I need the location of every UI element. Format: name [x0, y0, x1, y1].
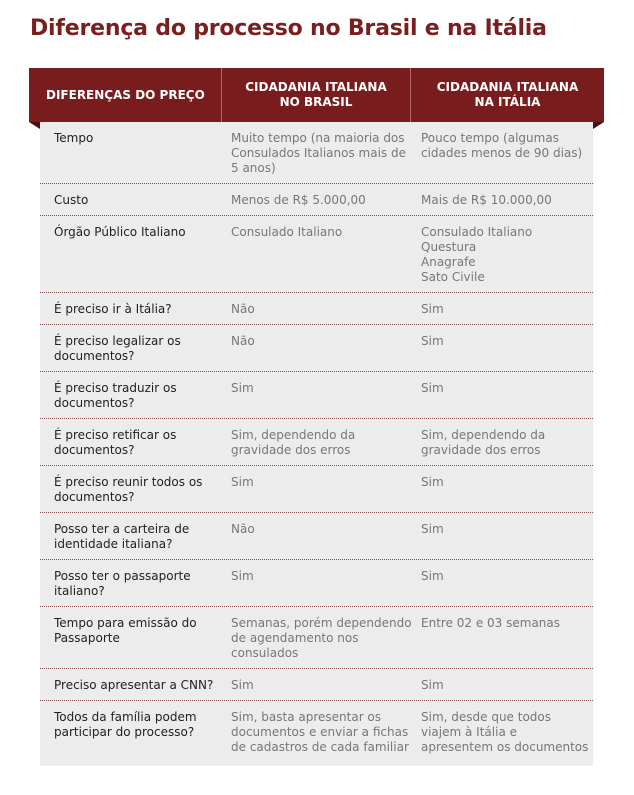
cell-brazil: Menos de R$ 5.000,00 [231, 193, 366, 207]
table-body [40, 122, 593, 766]
cell-italy: Sim [421, 381, 444, 395]
cell-brazil: Sim, dependendo da gravidade dos erros [231, 428, 356, 457]
table-row [40, 560, 593, 607]
table-row [40, 216, 593, 293]
header-cell-italy: CIDADANIA ITALIANA NA ITÁLIA [436, 80, 579, 109]
table-header [29, 68, 604, 122]
table-row [40, 122, 593, 184]
cell-brazil: Não [231, 334, 255, 348]
row-label: Posso ter a carteira de identidade italiana? [54, 522, 190, 551]
cell-brazil: Sim [231, 569, 254, 583]
row-label: É preciso legalizar os documentos? [54, 334, 181, 363]
row-label: Preciso apresentar a CNN? [54, 678, 214, 692]
cell-italy: Pouco tempo (algumas cidades menos de 90 dias) [421, 131, 583, 160]
cell-brazil: Semanas, porém dependendo de agendamento nos consulados [231, 616, 412, 660]
cell-brazil: Não [231, 302, 255, 316]
cell-brazil: Muito tempo (na maioria dos Consulados Italianos mais de 5 anos) [231, 131, 406, 175]
header-cell-brazil: CIDADANIA ITALIANA NO BRASIL [222, 68, 411, 122]
row-label: Tempo para emissão do Passaporte [54, 616, 197, 645]
table-row [40, 184, 593, 216]
page-title: Diferença do processo no Brasil e na Itália [30, 16, 547, 41]
table-row [40, 325, 593, 372]
cell-brazil: Sim [231, 678, 254, 692]
cell-italy: Sim [421, 569, 444, 583]
row-label: Órgão Público Italiano [54, 225, 186, 239]
table-row [40, 372, 593, 419]
cell-italy: Sim [421, 302, 444, 316]
cell-italy: Sim, dependendo da gravidade dos erros [421, 428, 546, 457]
row-label: É preciso traduzir os documentos? [54, 381, 177, 410]
cell-brazil: Não [231, 522, 255, 536]
row-label: É preciso retificar os documentos? [54, 428, 177, 457]
cell-italy: Entre 02 e 03 semanas [421, 616, 561, 630]
table-row [40, 513, 593, 560]
cell-italy: Consulado Italiano Questura Anagrafe Sato Civile [421, 225, 533, 284]
cell-italy: Sim, desde que todos viajem à Itália e apresentem os documentos [421, 710, 589, 754]
cell-brazil: Sim [231, 475, 254, 489]
cell-brazil: Sim, basta apresentar os documentos e enviar a fichas de cadastros de cada familiar [231, 710, 409, 754]
header-cell-differences: DIFERENÇAS DO PREÇO [29, 68, 222, 122]
header-fold-right [593, 122, 604, 129]
row-label: Posso ter o passaporte italiano? [54, 569, 191, 598]
table-row [40, 607, 593, 669]
cell-italy: Mais de R$ 10.000,00 [421, 193, 552, 207]
row-label: Custo [54, 193, 89, 207]
table-row [40, 466, 593, 513]
row-label: Todos da família podem participar do processo? [54, 710, 197, 739]
cell-italy: Sim [421, 522, 444, 536]
comparison-table [29, 68, 604, 766]
cell-brazil: Sim [231, 381, 254, 395]
cell-italy: Sim [421, 334, 444, 348]
cell-italy: Sim [421, 678, 444, 692]
table-row [40, 293, 593, 325]
table-row [40, 701, 593, 762]
table-row [40, 419, 593, 466]
cell-italy: Sim [421, 475, 444, 489]
header-fold-left [29, 122, 40, 129]
table-row [40, 669, 593, 701]
cell-brazil: Consulado Italiano [231, 225, 343, 239]
row-label: Tempo [54, 131, 94, 145]
row-label: É preciso ir à Itália? [54, 302, 172, 316]
row-label: É preciso reunir todos os documentos? [54, 475, 203, 504]
